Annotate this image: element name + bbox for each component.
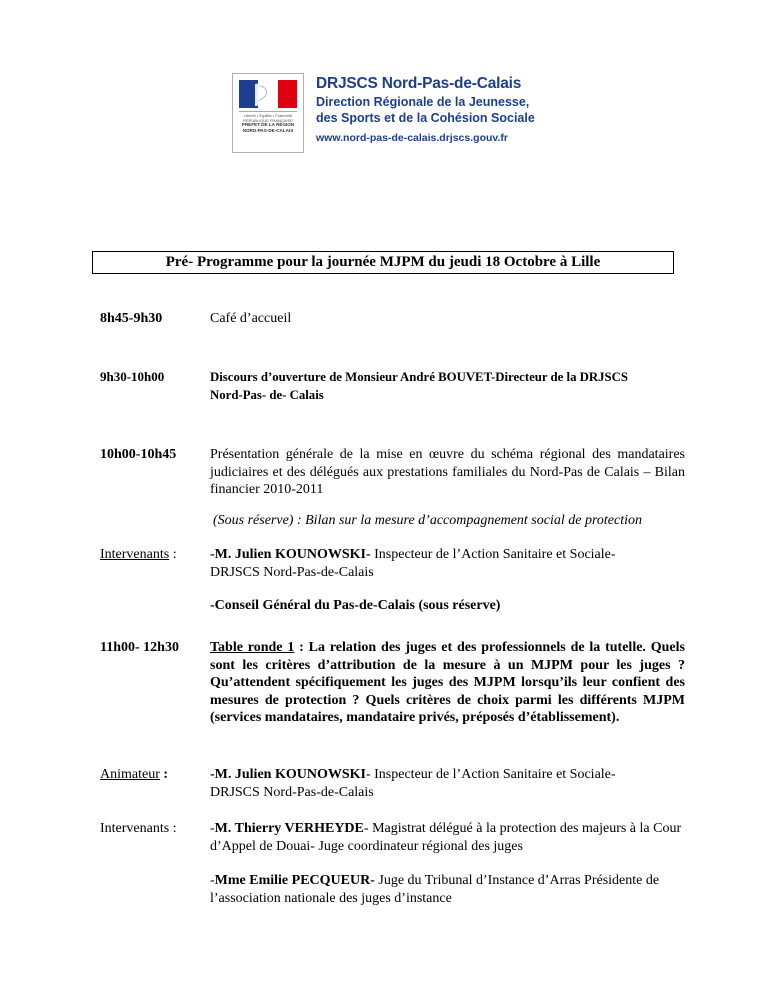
emblem-motto: Liberté • Égalité • Fraternité RÉPUBLIQUE FRANÇAISE [239,111,297,123]
session3-time: 10h00-10h45 [100,447,177,462]
session3-speaker1-role: DRJSCS Nord-Pas-de-Calais [210,565,374,580]
session1-time: 8h45-9h30 [100,311,163,326]
session4-speaker1: -M. Thierry VERHEYDE- Magistrat délégué à la protection des majeurs à la Cour d’Appel de Douai- Juge coordinateur régional des juges [210,821,682,854]
session4-speakers-label: Intervenants : [100,821,177,836]
session2-text-line1: Discours d’ouverture de Monsieur André BOUVET-Directeur de la DRJSCS [210,370,629,384]
speaker-name: -M. Julien KOUNOWSKI- [210,547,371,562]
emblem-prefet-text: PRÉFET DE LA RÉGION NORD-PAS-DE-CALAIS [241,122,295,133]
session4-animator-role: DRJSCS Nord-Pas-de-Calais [210,785,374,800]
session4-speaker2: -Mme Emilie PECQUEUR- Juge du Tribunal d’Instance d’Arras Présidente de l’association nationale des juges d’instance [210,873,660,906]
brand-subtitle-line1: Direction Régionale de la Jeunesse, [316,95,530,109]
session4-table-ronde: Table ronde 1 : La relation des juges et des professionnels de la tutelle. Quels sont les critères d’attribution de la mesure à un MJPM pour les juges ? Qu’attendent spécifiquement les juges des MJPM lorsqu’ils leur confient des mesures de protection ? Quels critères de choix parmi les différents MJPM (services mandataires, mandataire privés, préposés d’établissement). [210,640,685,725]
brand-url: www.nord-pas-de-calais.drjscs.gouv.fr [316,132,508,144]
session3-speaker2: -Conseil Général du Pas-de-Calais (sous réserve) [210,598,501,613]
page-title: Pré- Programme pour la journée MJPM du jeudi 18 Octobre à Lille [92,251,674,274]
session3-text: Présentation générale de la mise en œuvre du schéma régional des mandataires judiciaires et des délégués aux prestations familiales du Nord-Pas de Calais – Bilan financier 2010-2011 [210,447,685,497]
session2-text-line2: Nord-Pas- de- Calais [210,388,324,402]
session1-text: Café d’accueil [210,311,292,326]
marianne-flag-icon [239,80,297,108]
session4-animator-label: Animateur : [100,767,169,782]
drjscs-logo [232,73,552,155]
marianne-emblem [232,73,304,153]
session3-note: (Sous réserve) : Bilan sur la mesure d’accompagnement social de protection [213,513,642,528]
session3-speakers-label: Intervenants : [100,547,177,562]
session4-animator: -M. Julien KOUNOWSKI- Inspecteur de l’Action Sanitaire et Sociale- [210,767,616,782]
session3-speaker1: -M. Julien KOUNOWSKI- Inspecteur de l’Action Sanitaire et Sociale- [210,547,616,562]
session2-time: 9h30-10h00 [100,369,165,384]
brand-subtitle-line2: des Sports et de la Cohésion Sociale [316,111,535,125]
brand-name: DRJSCS Nord-Pas-de-Calais [316,75,522,92]
session4-time: 11h00- 12h30 [100,640,179,655]
